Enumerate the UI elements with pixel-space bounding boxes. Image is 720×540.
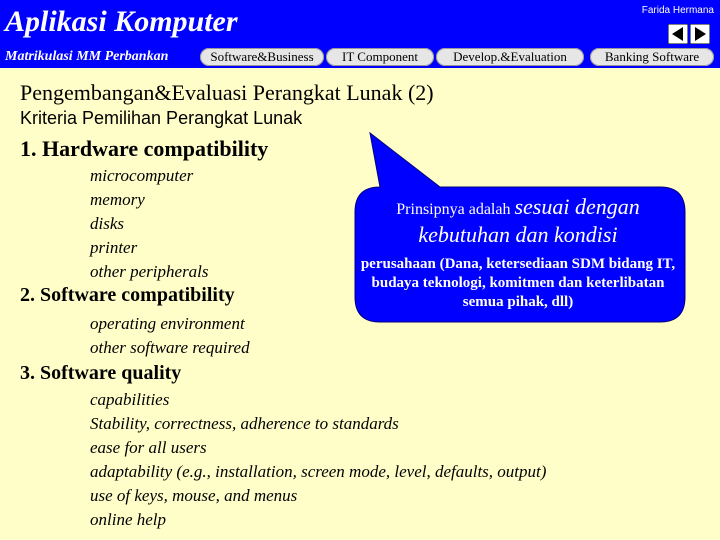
app-title: Aplikasi Komputer bbox=[5, 5, 238, 38]
software-compat-list bbox=[90, 312, 250, 360]
list-item: adaptability (e.g., installation, screen mode, level, defaults, output) bbox=[90, 462, 547, 481]
callout-detail: perusahaan (Dana, ketersediaan SDM bidang IT, budaya teknologi, komitmen dan keterlibatan semua pihak, dll) bbox=[360, 256, 676, 310]
list-item: online help bbox=[90, 510, 167, 529]
tab-software-business[interactable]: Software&Business bbox=[200, 48, 324, 66]
list-item: operating environment bbox=[90, 314, 245, 333]
tab-develop-evaluation[interactable]: Develop.&Evaluation bbox=[436, 48, 584, 66]
criteria-heading: Kriteria Pemilihan Perangkat Lunak bbox=[20, 108, 303, 128]
list-item: memory bbox=[90, 190, 145, 209]
callout-emphasis-2: kebutuhan dan kondisi bbox=[418, 222, 618, 247]
list-item: microcomputer bbox=[90, 166, 194, 185]
author-name: Farida Hermana bbox=[641, 5, 714, 16]
list-item: printer bbox=[90, 238, 138, 257]
hardware-list bbox=[90, 164, 209, 284]
course-subtitle: Matrikulasi MM Perbankan bbox=[5, 49, 169, 64]
callout-emphasis-1: sesuai dengan bbox=[514, 194, 640, 219]
tab-it-component[interactable]: IT Component bbox=[326, 48, 434, 66]
callout-text bbox=[356, 196, 680, 312]
list-item: capabilities bbox=[90, 390, 170, 409]
software-quality-list bbox=[90, 388, 546, 532]
header-bar bbox=[0, 0, 720, 68]
list-item: other peripherals bbox=[90, 262, 209, 281]
slide-title: Pengembangan&Evaluasi Perangkat Lunak (2) bbox=[20, 80, 434, 105]
software-compat-heading: 2. Software compatibility bbox=[20, 284, 235, 306]
tab-banking-software[interactable]: Banking Software bbox=[590, 48, 714, 66]
list-item: other software required bbox=[90, 338, 250, 357]
callout-prefix: Prinsipnya adalah bbox=[396, 201, 515, 218]
list-item: ease for all users bbox=[90, 438, 207, 457]
list-item: Stability, correctness, adherence to standards bbox=[90, 414, 399, 433]
right-arrow-icon[interactable] bbox=[690, 24, 710, 44]
list-item: use of keys, mouse, and menus bbox=[90, 486, 298, 505]
callout-line-1 bbox=[356, 196, 680, 221]
list-item: disks bbox=[90, 214, 124, 233]
left-arrow-icon[interactable] bbox=[668, 24, 688, 44]
software-quality-heading: 3. Software quality bbox=[20, 362, 182, 384]
hardware-heading: 1. Hardware compatibility bbox=[20, 136, 269, 161]
